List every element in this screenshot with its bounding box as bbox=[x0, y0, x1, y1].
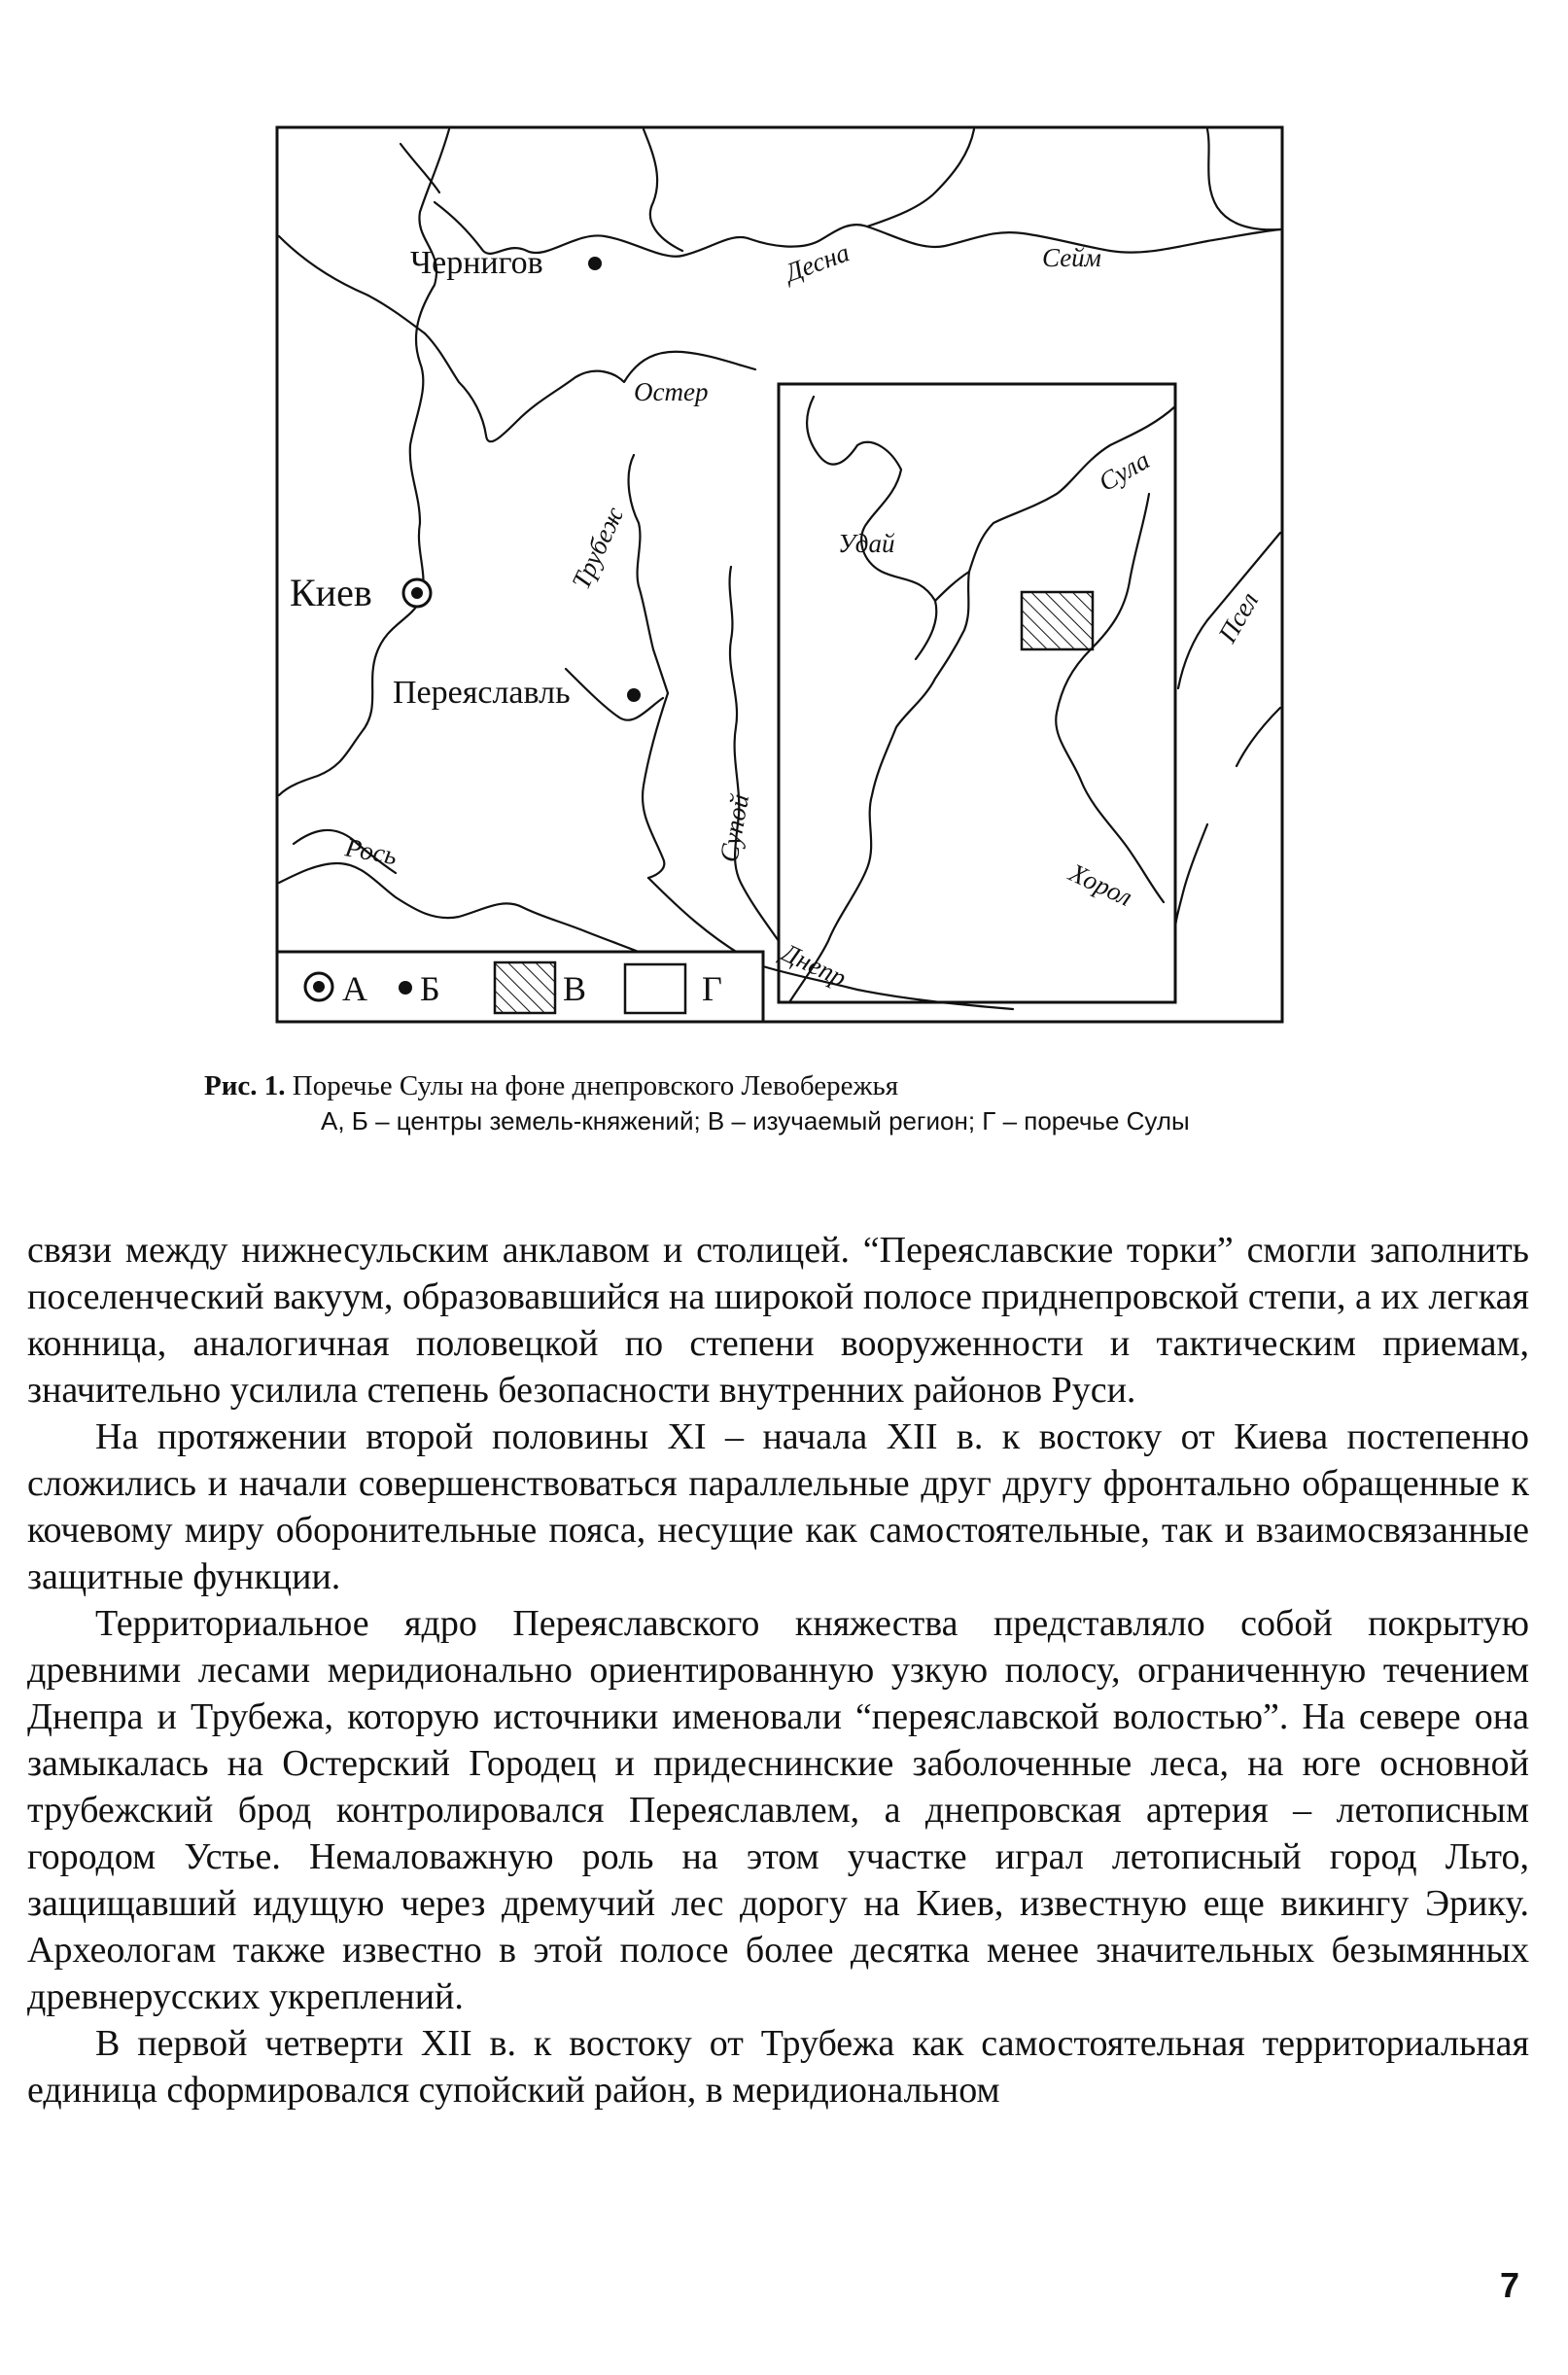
river-trubezh-lower bbox=[643, 693, 668, 878]
river-north-trib bbox=[401, 144, 439, 192]
pereyaslavl-marker bbox=[627, 688, 641, 702]
river-west-trib bbox=[279, 236, 425, 333]
map-figure bbox=[274, 124, 1285, 1025]
river-supoi bbox=[730, 567, 779, 941]
figure-legend-caption: А, Б – центры земель-княжений; В – изучаемый регион; Г – поречье Сулы bbox=[321, 1106, 1190, 1135]
legend-g-label: Г bbox=[702, 969, 722, 1008]
pereyaslavl-label: Переяславль bbox=[393, 675, 571, 711]
legend-v-label: В bbox=[563, 969, 587, 1008]
ros-label: Рось bbox=[342, 832, 400, 871]
legend-b-label: Б bbox=[420, 969, 440, 1008]
river-khorol-trib bbox=[1175, 824, 1207, 941]
body-text bbox=[27, 1227, 1529, 2113]
dnepr-label: Днепр bbox=[777, 937, 852, 993]
legend-a-dot bbox=[313, 981, 325, 993]
supoi-label: Супой bbox=[714, 791, 755, 865]
river-khorol bbox=[1056, 494, 1164, 902]
desna-label: Десна bbox=[781, 237, 854, 288]
river-sula-trib bbox=[935, 572, 969, 601]
paragraph-4: В первой четверти XII в. к востоку от Трубежа как самостоятельная территориальная единица сформировался супойский район, в меридиональном bbox=[27, 2023, 1529, 2111]
sula-label: Сула bbox=[1094, 444, 1155, 498]
kiev-label: Киев bbox=[290, 571, 372, 614]
river-desna-trib-east bbox=[867, 129, 974, 227]
khorol-label: Хорол bbox=[1064, 857, 1137, 912]
river-desna bbox=[435, 202, 1280, 257]
river-desna-trib-north bbox=[644, 129, 682, 251]
map-legend bbox=[277, 952, 763, 1022]
paragraph-1: связи между нижнесульским анклавом и столицей. “Переяславские торки” смогли заполнить поселенческий вакуум, образовавшийся на широкой полосе приднепровской степи, а их легкая конница, аналогичная половецкой по степени вооруженности и тактическим приемам, значительно усилила степень безопасности внутренних районов Руси. bbox=[27, 1230, 1529, 1411]
study-region-hatch bbox=[1022, 592, 1093, 649]
river-seim-trib bbox=[1207, 129, 1280, 229]
river-ros bbox=[279, 863, 648, 956]
river-udai bbox=[807, 397, 936, 659]
page-number: 7 bbox=[1499, 2265, 1519, 2305]
chernigov-marker bbox=[588, 257, 602, 270]
river-psel-trib bbox=[1237, 708, 1280, 766]
river-pereyaslavl-trib bbox=[566, 669, 663, 720]
map-svg bbox=[274, 124, 1285, 1025]
paragraph-3: Территориальное ядро Переяславского княжества представляло собой покрытую древними лесами меридионально ориентированную узкую полосу, ограниченную течением Днепра и Трубежа, которую источники именовали “переяславской волостью”. На севере она замыкалась на Остерский Городец и придеснинские заболоченные леса, на юге основной трубежский брод контролировался Переяславлем, а днепровская артерия – летописным городом Устье. Немаловажную роль на этом участке играл летописный город Льто, защищавший идущую через дремучий лес дорогу на Киев, известную еще викингу Эрику. Археологам также известно в этой полосе более десятка менее значительных безымянных древнерусских укреплений. bbox=[27, 1603, 1529, 2017]
legend-a-label: А bbox=[342, 969, 367, 1008]
river-sula bbox=[789, 406, 1175, 1002]
oster-label: Остер bbox=[634, 377, 709, 406]
figure-title: Поречье Сулы на фоне днепровского Левобережья bbox=[285, 1070, 899, 1101]
legend-g-symbol bbox=[625, 964, 685, 1013]
seim-label: Сейм bbox=[1042, 243, 1101, 272]
figure-caption bbox=[204, 1068, 1371, 1103]
trubezh-label: Трубеж bbox=[566, 502, 630, 594]
udai-label: Удай bbox=[838, 529, 895, 558]
legend-b-symbol bbox=[399, 981, 412, 995]
figure-number: Рис. 1. bbox=[204, 1070, 286, 1101]
psel-label: Псел bbox=[1212, 587, 1265, 647]
chernigov-label: Чернигов bbox=[410, 245, 543, 281]
river-trubezh bbox=[629, 455, 668, 693]
legend-v-symbol bbox=[495, 962, 555, 1013]
kiev-marker-inner bbox=[411, 587, 423, 599]
paragraph-2: На протяжении второй половины XI – начала XII в. к востоку от Киева постепенно сложились и начали совершенствоваться параллельные друг другу фронтально обращенные к кочевому миру оборонительные пояса, несущие как самостоятельные, так и взаимосвязанные защитные функции. bbox=[27, 1416, 1529, 1597]
